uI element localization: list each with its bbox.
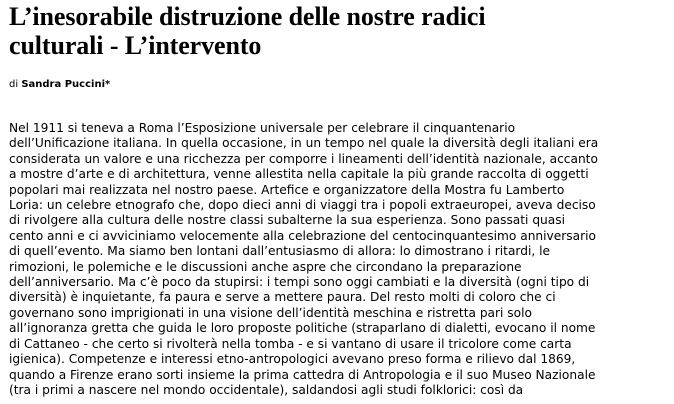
body-line: rimozioni, le polemiche e le discussioni anche aspre che circondano la preparazione — [9, 259, 522, 274]
body-line: igienica). Competenze e interessi etno-antropologici avevano preso forma e rilievo dal 1869, — [9, 352, 576, 367]
body-line: Loria: un celebre etnografo che, dopo dieci anni di viaggi tra i popoli extraeuropei, aveva deciso — [9, 198, 596, 213]
byline — [9, 78, 674, 92]
body-line: dell’Unificazione italiana. In quella occasione, in un tempo nel quale la diversità degli italiani era — [9, 136, 599, 151]
body-line: popolari mai realizzata nel nostro paese. Artefice e organizzatore della Mostra fu Lamberto — [9, 182, 565, 197]
body-line: a mostre d’arte e di architettura, venne allestita nella capitale la più grande raccolta di oggetti — [9, 167, 589, 182]
article-title-line-2: culturali - L’intervento — [9, 31, 262, 60]
author-name: Sandra Puccini* — [21, 79, 111, 90]
body-line: di Cattaneo - che certo si rivolterà nella tomba - e si vantano di usare il tricolore come carta — [9, 336, 572, 351]
body-line: governano sono imprigionati in una visione dell’identità meschina e ristretta pari solo — [9, 305, 532, 320]
article-title-line-1: L’inesorabile distruzione delle nostre radici — [9, 2, 486, 31]
body-line: cento anni e ci avviciniamo velocemente alla celebrazione del centocinquantesimo anniversario — [9, 228, 596, 243]
article-title — [9, 2, 629, 60]
article-body — [9, 121, 669, 398]
body-line: considerata un valore e una ricchezza per comporre i lineamenti dell’identità nazionale, accanto — [9, 151, 598, 166]
body-line: Nel 1911 si teneva a Roma l’Esposizione universale per celebrare il cinquantenario — [9, 121, 516, 135]
body-line: diversità) è inquietante, fa paura e serve a mettere paura. Del resto molti di coloro che ci — [9, 290, 556, 305]
body-line: (tra i primi a nascere nel mondo occidentale), saldandosi agli studi folklorici: così da — [9, 382, 524, 397]
byline-prefix: di — [9, 79, 19, 90]
body-line: quando a Firenze erano sorti insieme la prima cattedra di Antropologia e il suo Museo Nazionale — [9, 367, 596, 382]
body-line: dell’anniversario. Ma c’è poco da stupirsi: i tempi sono oggi cambiati e la diversità (ogni tipo di — [9, 275, 590, 290]
body-line: di quell’evento. Ma siamo ben lontani dall’entusiasmo di allora: lo dimostrano i ritardi, le — [9, 244, 550, 259]
body-line: di rivolgere alla cultura delle nostre classi subalterne la sua esperienza. Sono passati quasi — [9, 213, 565, 228]
body-line: all’ignoranza gretta che guida le loro proposte politiche (straparlano di dialetti, evocano il nome — [9, 321, 596, 336]
